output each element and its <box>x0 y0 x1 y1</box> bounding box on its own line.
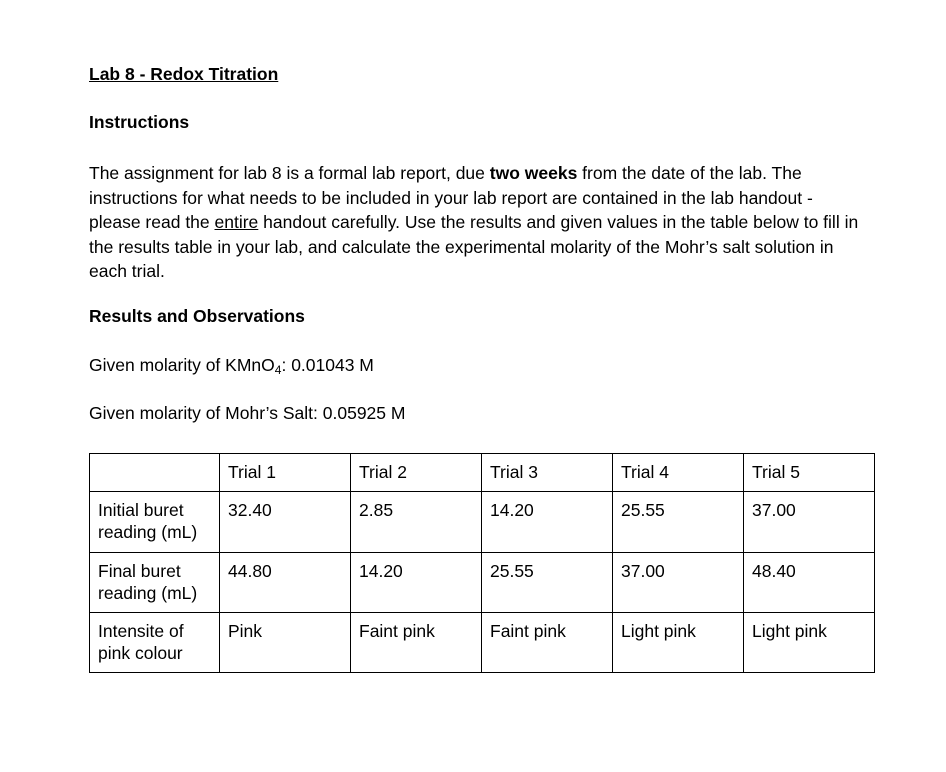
table-header-cell: Trial 1 <box>220 454 351 492</box>
instructions-text-part1: The assignment for lab 8 is a formal lab report, due <box>89 163 490 183</box>
table-cell: 25.55 <box>613 492 744 553</box>
table-header-cell: Trial 3 <box>482 454 613 492</box>
kmno4-label: Given molarity of KMnO <box>89 355 275 375</box>
instructions-text-part3: handout carefully. Use the results and given values in the table below to fill in the results table in your lab, and calculate the experimental molarity of the Mohr’s salt solution in each trial. <box>89 212 859 281</box>
table-cell: Light pink <box>613 613 744 673</box>
table-header-row <box>90 454 875 492</box>
table-cell: Faint pink <box>482 613 613 673</box>
kmno4-value: 0.01043 M <box>291 355 374 375</box>
table-cell: Pink <box>220 613 351 673</box>
given-mohr-salt-molarity <box>89 403 405 424</box>
table-cell: 2.85 <box>351 492 482 553</box>
results-heading: Results and Observations <box>89 306 305 326</box>
mohr-value: 0.05925 M <box>322 403 406 423</box>
document-title: Lab 8 - Redox Titration <box>89 64 279 84</box>
mohr-label: Given molarity of Mohr’s Salt: <box>89 403 318 423</box>
row-label-final-buret: Final buret reading (mL) <box>90 553 220 613</box>
table-header-cell: Trial 2 <box>351 454 482 492</box>
table-cell: 37.00 <box>744 492 875 553</box>
table-row <box>90 553 875 613</box>
table-cell: 14.20 <box>351 553 482 613</box>
table-cell: 48.40 <box>744 553 875 613</box>
instructions-text-part2: from the date of the lab. The instructions for what needs to be included in your lab report are contained in the lab handout - please read the <box>89 163 813 232</box>
table-cell: 14.20 <box>482 492 613 553</box>
table-cell: 37.00 <box>613 553 744 613</box>
table-cell: 25.55 <box>482 553 613 613</box>
table-header-cell <box>90 454 220 492</box>
table-cell: 32.40 <box>220 492 351 553</box>
instructions-bold-text: two weeks <box>489 163 578 183</box>
table-cell: 44.80 <box>220 553 351 613</box>
instructions-underlined-text: entire <box>214 212 259 232</box>
kmno4-label-suffix: : <box>281 355 287 375</box>
table-row <box>90 492 875 553</box>
row-label-initial-buret: Initial buret reading (mL) <box>90 492 220 553</box>
row-label-pink-intensity: Intensite of pink colour <box>90 613 220 673</box>
results-table <box>89 453 875 673</box>
table-header-cell: Trial 4 <box>613 454 744 492</box>
given-kmno4-molarity <box>89 355 374 376</box>
instructions-paragraph <box>89 161 864 284</box>
table-cell: Faint pink <box>351 613 482 673</box>
table-cell: Light pink <box>744 613 875 673</box>
table-row <box>90 613 875 673</box>
table-header-cell: Trial 5 <box>744 454 875 492</box>
kmno4-subscript: 4 <box>274 363 282 377</box>
instructions-heading: Instructions <box>89 112 190 132</box>
